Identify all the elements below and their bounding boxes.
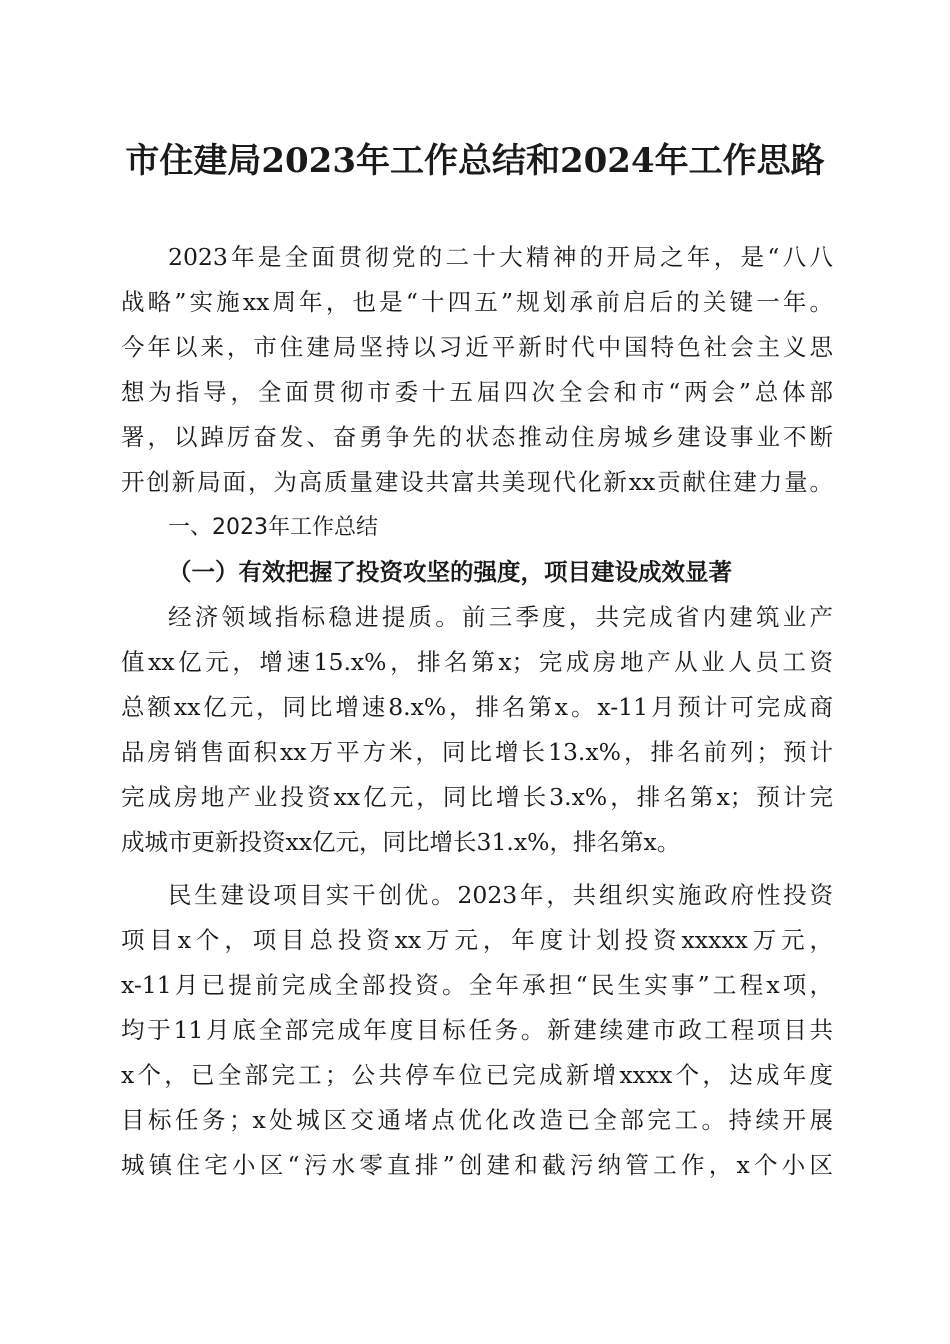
paragraph-line: 今年以来，市住建局坚持以习近平新时代中国特色社会主义思: [121, 333, 833, 361]
paragraph-line: 品房销售面积xx万平方米，同比增长13.x%，排名前列；预计: [121, 738, 833, 766]
paragraph-line: 战略”实施xx周年，也是“十四五”规划承前启后的关键一年。: [121, 288, 833, 316]
paragraph-line: 城镇住宅小区“污水零直排”创建和截污纳管工作，x个小区: [121, 1151, 833, 1179]
paragraph-economic-indicators: [121, 595, 833, 865]
paragraph-line: 经济领域指标稳进提质。前三季度，共完成省内建筑业产: [168, 603, 833, 631]
paragraph-line: x个，已全部完工；公共停车位已完成新增xxxx个，达成年度: [121, 1061, 833, 1089]
paragraph-line: 目标任务；x处城区交通堵点优化改造已全部完工。持续开展: [121, 1106, 833, 1134]
subsection-heading: （一）有效把握了投资攻坚的强度，项目建设成效显著: [168, 558, 732, 586]
intro-paragraph: [121, 235, 833, 505]
paragraph-line: 项目x个，项目总投资xx万元，年度计划投资xxxxx万元，: [121, 926, 833, 954]
paragraph-line: 民生建设项目实干创优。2023年，共组织实施政府性投资: [168, 881, 833, 909]
paragraph-line: 值xx亿元，增速15.x%，排名第x；完成房地产从业人员工资: [121, 648, 833, 676]
paragraph-gap: [121, 865, 833, 873]
paragraph-line: 完成房地产业投资xx亿元，同比增长3.x%，排名第x；预计完: [121, 783, 833, 811]
section-heading: 一、2023年工作总结: [168, 515, 378, 540]
document-title: 市住建局2023年工作总结和2024年工作思路: [125, 141, 825, 181]
paragraph-livelihood-projects: [121, 873, 833, 1188]
paragraph-line: 均于11月底全部完成年度目标任务。新建续建市政工程项目共: [121, 1016, 833, 1044]
paragraph-line: 总额xx亿元，同比增速8.x%，排名第x。x-11月预计可完成商: [121, 693, 833, 721]
document-body: [121, 235, 833, 1188]
paragraph-line: 开创新局面，为高质量建设共富共美现代化新xx贡献住建力量。: [121, 468, 833, 496]
paragraph-line: 2023年是全面贯彻党的二十大精神的开局之年，是“八八: [168, 243, 833, 271]
paragraph-line: x-11月已提前完成全部投资。全年承担“民生实事”工程x项，: [121, 971, 833, 999]
paragraph-line: 成城市更新投资xx亿元，同比增长31.x%，排名第x。: [121, 828, 681, 856]
paragraph-line: 想为指导，全面贯彻市委十五届四次全会和市“两会”总体部: [121, 378, 833, 406]
paragraph-line: 署，以踔厉奋发、奋勇争先的状态推动住房城乡建设事业不断: [121, 423, 833, 451]
